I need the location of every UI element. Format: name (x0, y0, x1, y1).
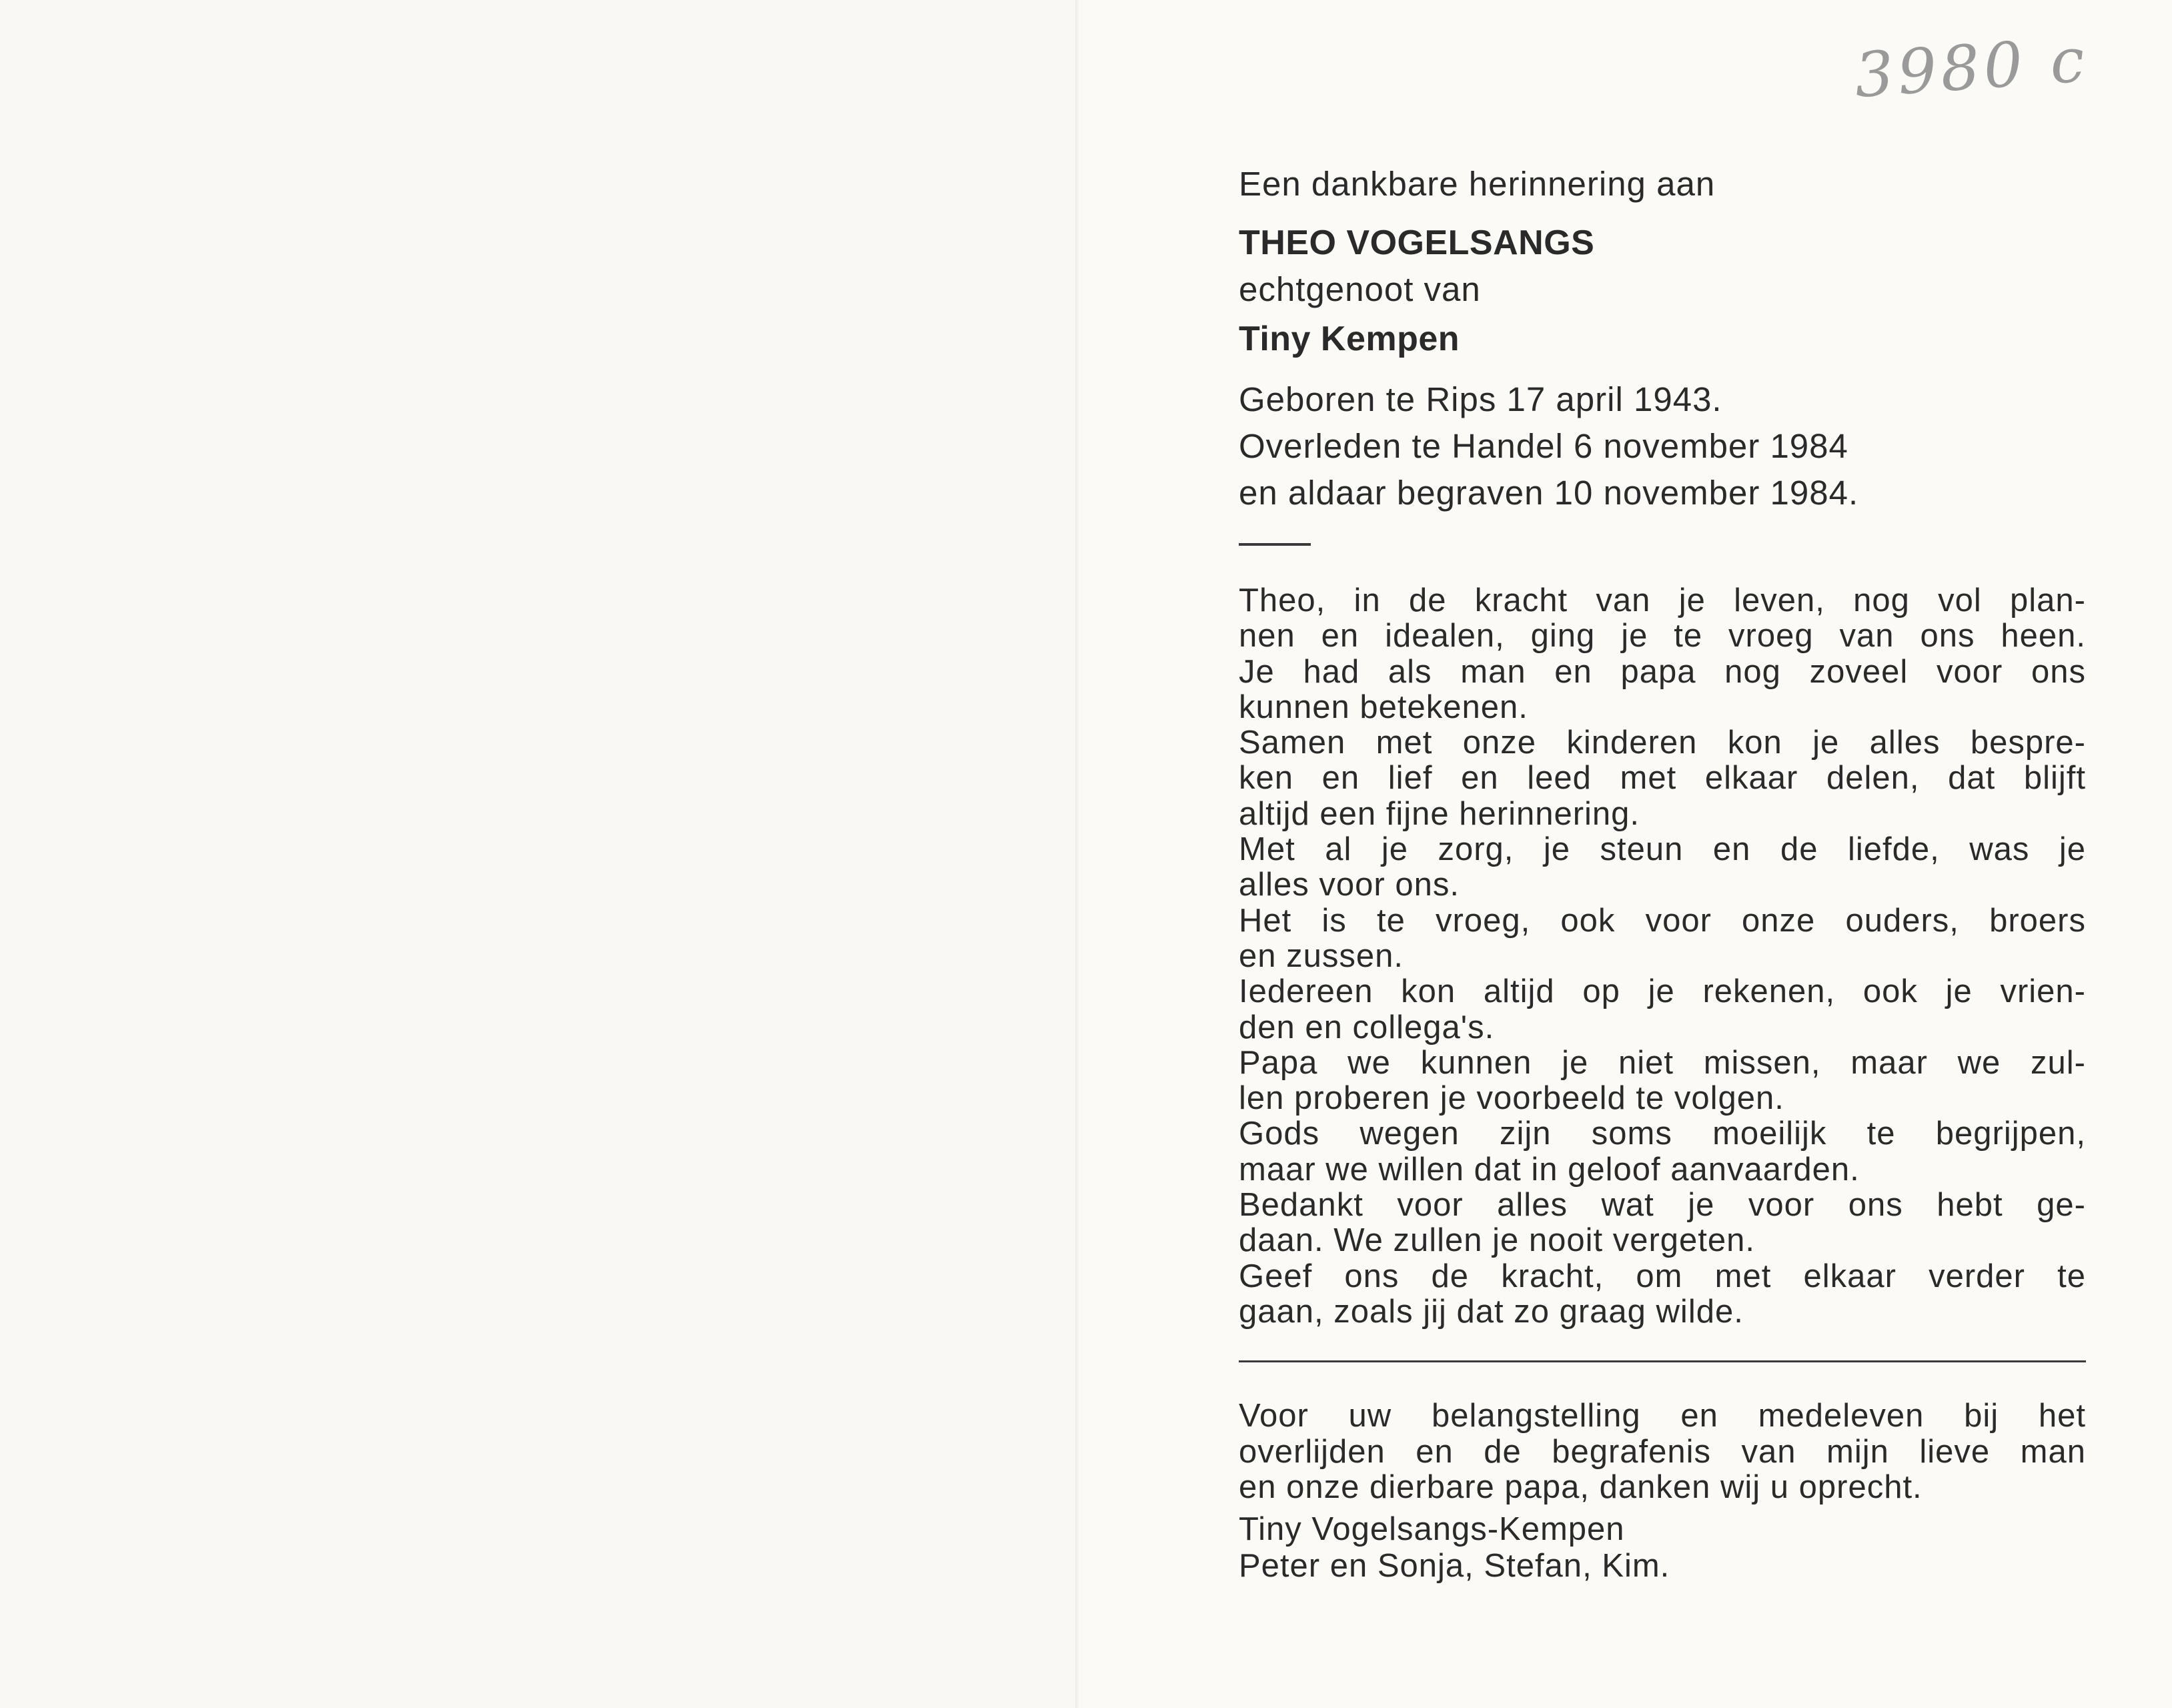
poem-line: Gods wegen zijn soms moeilijk te begrijpen, (1239, 1116, 2086, 1152)
poem-text (1239, 583, 2086, 1330)
poem-line: nen en idealen, ging je te vroeg van ons heen. (1239, 618, 2086, 655)
poem-line: alles voor ons. (1239, 867, 1460, 903)
spouse-name: Tiny Kempen (1239, 320, 1460, 358)
poem-line: en zussen. (1239, 937, 1404, 974)
signature-widow: Tiny Vogelsangs-Kempen (1239, 1511, 1625, 1547)
thanks-line: Voor uw belangstelling en medeleven bij het (1239, 1398, 2086, 1434)
poem-line: den en collega's. (1239, 1009, 1495, 1045)
thanks-line: overlijden en de begrafenis van mijn lieve man (1239, 1433, 2086, 1470)
poem-line: Theo, in de kracht van je leven, nog vol plan- (1239, 582, 2086, 618)
deceased-name: THEO VOGELSANGS (1239, 224, 1595, 262)
poem-line: Het is te vroeg, ook voor onze ouders, broers (1239, 902, 2086, 939)
burial-line: en aldaar begraven 10 november 1984. (1239, 474, 1859, 512)
signature-children: Peter en Sonja, Stefan, Kim. (1239, 1547, 1670, 1584)
poem-line: kunnen betekenen. (1239, 689, 1528, 725)
intro-line: Een dankbare herinnering aan (1239, 165, 1716, 203)
spouse-label: echtgenoot van (1239, 270, 1481, 308)
poem-line: altijd een fijne herinnering. (1239, 795, 1640, 832)
poem-line: Bedankt voor alles wat je voor ons hebt ge- (1239, 1187, 2086, 1224)
thanks-text (1239, 1398, 2086, 1506)
poem-line: Papa we kunnen je niet missen, maar we zul- (1239, 1044, 2086, 1081)
handwritten-reference-number: 3980 c (1852, 23, 2091, 112)
poem-line: Samen met onze kinderen kon je alles bespre- (1239, 725, 2086, 761)
poem-line: len proberen je voorbeeld te volgen. (1239, 1080, 1784, 1117)
birth-line: Geboren te Rips 17 april 1943. (1239, 380, 1722, 418)
poem-line: Iedereen kon altijd op je rekenen, ook je vrien- (1239, 973, 2086, 1010)
poem-line: Geef ons de kracht, om met elkaar verder te (1239, 1258, 2086, 1294)
card-text (1239, 164, 2086, 1585)
poem-line: ken en lief en leed met elkaar delen, dat blijft (1239, 760, 2086, 797)
poem-line: gaan, zoals jij dat zo graag wilde. (1239, 1293, 1744, 1330)
death-line: Overleden te Handel 6 november 1984 (1239, 427, 1848, 465)
blank-left-page (0, 0, 1075, 1708)
thanks-line: en onze dierbare papa, danken wij u oprecht. (1239, 1469, 1923, 1506)
poem-line: Met al je zorg, je steun en de liefde, was je (1239, 831, 2086, 868)
poem-line: maar we willen dat in geloof aanvaarden. (1239, 1151, 1860, 1188)
poem-line: daan. We zullen je nooit vergeten. (1239, 1222, 1756, 1259)
poem-line: Je had als man en papa nog zoveel voor ons (1239, 653, 2086, 690)
